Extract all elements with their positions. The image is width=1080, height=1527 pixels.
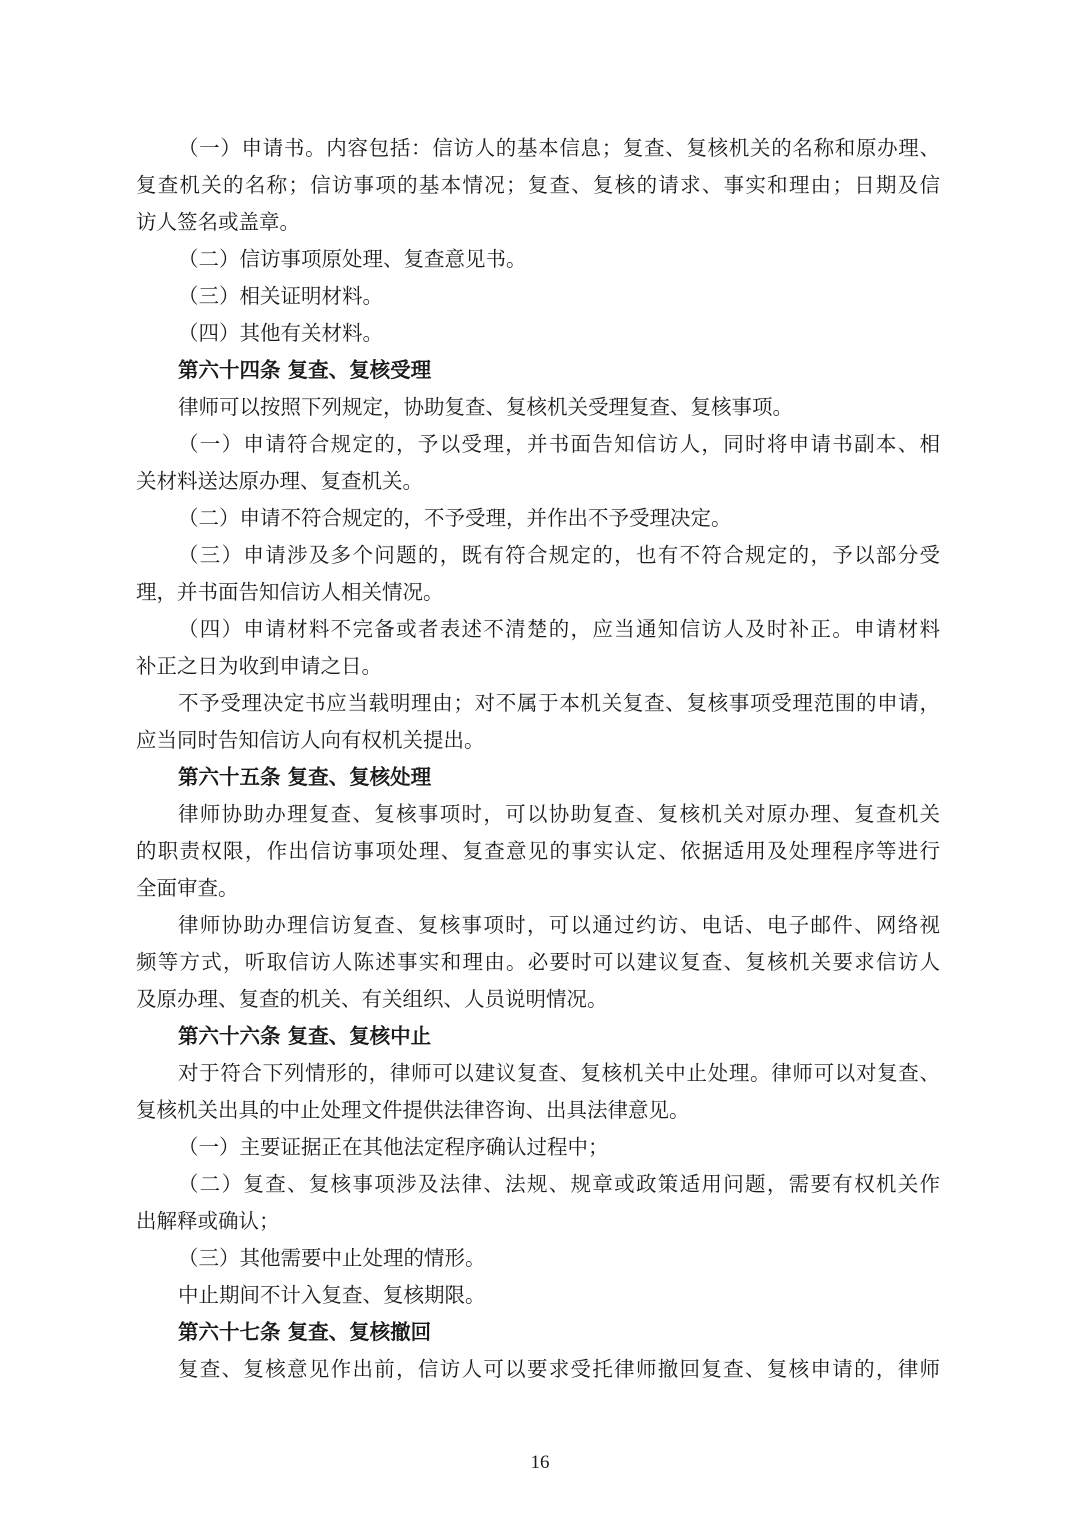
paragraph-line: （一）申请符合规定的，予以受理，并书面告知信访人，同时将申请书副本、相 [178,432,940,456]
article-heading: 第六十五条 复查、复核处理 [178,765,432,789]
paragraph [136,315,940,352]
paragraph-line: 关材料送达原办理、复查机关。 [136,469,423,493]
paragraph-line: （二）复查、复核事项涉及法律、法规、规章或政策适用问题，需要有权机关作 [178,1172,940,1196]
paragraph-line: 不予受理决定书应当载明理由；对不属于本机关复查、复核事项受理范围的申请， [178,691,940,715]
paragraph [136,278,940,315]
paragraph-line: 全面审查。 [136,876,239,900]
paragraph [136,130,940,241]
article-heading: 第六十七条 复查、复核撤回 [178,1320,432,1344]
page-number: 16 [530,1452,550,1473]
article-heading: 第六十六条 复查、复核中止 [178,1024,432,1048]
paragraph [136,611,940,685]
paragraph [136,1277,940,1314]
paragraph-line: 应当同时告知信访人向有权机关提出。 [136,728,485,752]
paragraph-line: （三）相关证明材料。 [178,284,383,308]
paragraph [136,1055,940,1129]
paragraph [136,537,940,611]
paragraph [136,796,940,907]
paragraph-line: 理，并书面告知信访人相关情况。 [136,580,444,604]
paragraph [136,1351,940,1388]
paragraph-line: 对于符合下列情形的，律师可以建议复查、复核机关中止处理。律师可以对复查、 [178,1061,940,1085]
paragraph-line: （一）申请书。内容包括：信访人的基本信息；复查、复核机关的名称和原办理、 [178,136,940,160]
paragraph [136,1129,940,1166]
paragraph-line: 的职责权限，作出信访事项处理、复查意见的事实认定、依据适用及处理程序等进行 [136,839,940,863]
paragraph [136,426,940,500]
paragraph-line: （四）申请材料不完备或者表述不清楚的，应当通知信访人及时补正。申请材料 [178,617,940,641]
paragraph [136,1166,940,1240]
paragraph-line: 出解释或确认； [136,1209,280,1233]
paragraph-line: 律师协助办理复查、复核事项时，可以协助复查、复核机关对原办理、复查机关 [178,802,940,826]
paragraph-line: （三）其他需要中止处理的情形。 [178,1246,486,1270]
paragraph-line: （三）申请涉及多个问题的，既有符合规定的，也有不符合规定的，予以部分受 [178,543,940,567]
paragraph-line: 复核机关出具的中止处理文件提供法律咨询、出具法律意见。 [136,1098,690,1122]
paragraph-line: 复查、复核意见作出前，信访人可以要求受托律师撤回复查、复核申请的，律师 [178,1357,940,1381]
paragraph [136,907,940,1018]
paragraph-line: （二）信访事项原处理、复查意见书。 [178,247,527,271]
paragraph [136,500,940,537]
paragraph-line: 频等方式，听取信访人陈述事实和理由。必要时可以建议复查、复核机关要求信访人 [136,950,940,974]
paragraph-line: （一）主要证据正在其他法定程序确认过程中； [178,1135,609,1159]
paragraph-line: 律师可以按照下列规定，协助复查、复核机关受理复查、复核事项。 [178,395,793,419]
document-body [136,130,940,1388]
paragraph-line: 中止期间不计入复查、复核期限。 [178,1283,486,1307]
paragraph-line: 及原办理、复查的机关、有关组织、人员说明情况。 [136,987,608,1011]
paragraph-line: 复查机关的名称；信访事项的基本情况；复查、复核的请求、事实和理由；日期及信 [136,173,940,197]
paragraph-line: 访人签名或盖章。 [136,210,300,234]
paragraph [136,389,940,426]
paragraph [136,1240,940,1277]
paragraph [136,685,940,759]
article-heading: 第六十四条 复查、复核受理 [178,358,432,382]
paragraph-line: 补正之日为收到申请之日。 [136,654,382,678]
paragraph [136,241,940,278]
paragraph-line: 律师协助办理信访复查、复核事项时，可以通过约访、电话、电子邮件、网络视 [178,913,940,937]
paragraph-line: （四）其他有关材料。 [178,321,383,345]
paragraph-line: （二）申请不符合规定的，不予受理，并作出不予受理决定。 [178,506,732,530]
